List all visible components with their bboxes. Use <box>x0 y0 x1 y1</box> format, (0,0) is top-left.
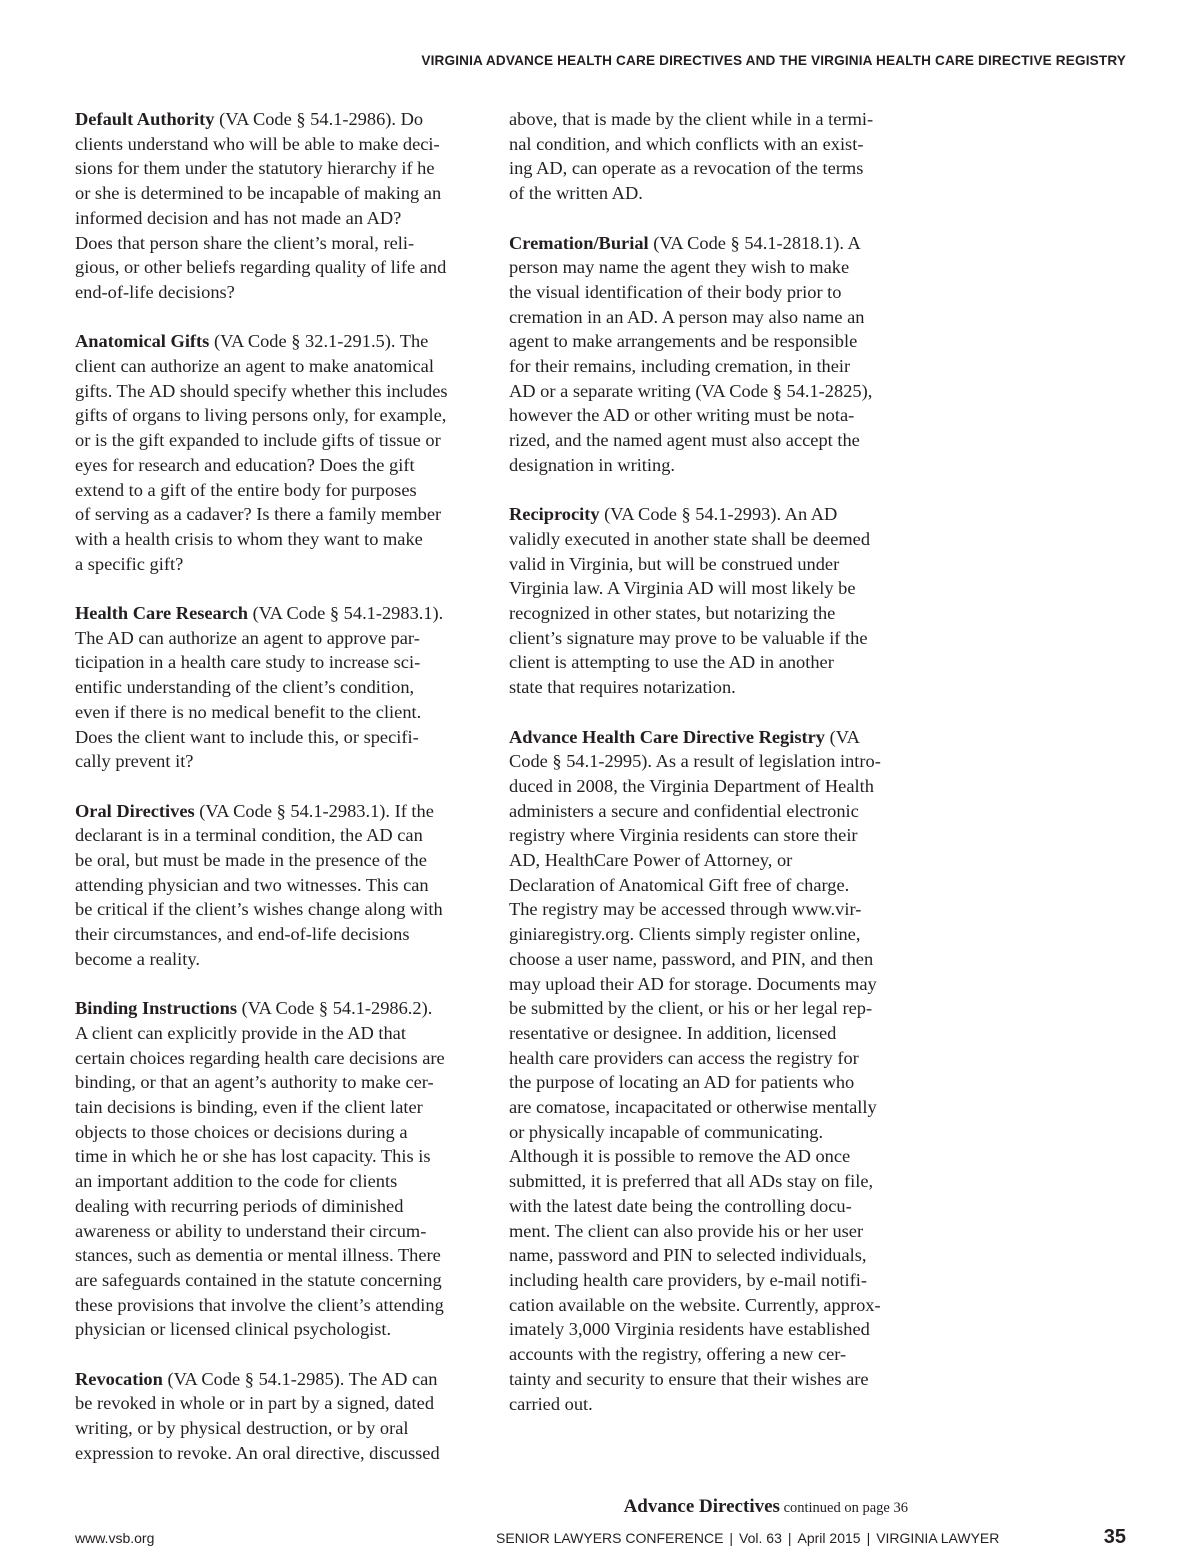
text-line: or is the gift expanded to include gifts of tissue or <box>75 430 441 451</box>
line-text: (VA <box>824 726 860 747</box>
section-term: Cremation/Burial <box>509 232 649 253</box>
section-term: Binding Instructions <box>75 998 237 1019</box>
section-term: Revocation <box>75 1368 163 1389</box>
text-line: physician or licensed clinical psychologist. <box>75 1319 392 1340</box>
text-line: informed decision and has not made an AD? <box>75 207 402 228</box>
text-line: ticipation in a health care study to increase sci- <box>75 652 421 673</box>
text-line: gifts of organs to living persons only, for example, <box>75 405 447 426</box>
text-line: ing AD, can operate as a revocation of the terms <box>509 158 864 179</box>
text-line: client’s signature may prove to be valuable if the <box>509 627 868 648</box>
text-line: tain decisions is binding, even if the client later <box>75 1097 423 1118</box>
footer-url: www.vsb.org <box>75 1530 155 1546</box>
right-column <box>509 107 914 1441</box>
text-line: be critical if the client’s wishes change along with <box>75 899 443 920</box>
text-line: submitted, it is preferred that all ADs stay on file, <box>509 1171 874 1192</box>
text-line: even if there is no medical benefit to the client. <box>75 701 422 722</box>
text-line: Does the client want to include this, or specifi- <box>75 726 419 747</box>
text-line: designation in writing. <box>509 454 676 475</box>
paragraph-revocation <box>75 1367 480 1466</box>
text-line <box>509 231 914 256</box>
paragraph-cremation-burial <box>509 231 914 478</box>
text-line: client can authorize an agent to make anatomical <box>75 356 434 377</box>
paragraph-revocation-continued <box>509 107 914 206</box>
text-line: writing, or by physical destruction, or by oral <box>75 1418 409 1439</box>
text-line <box>75 107 480 132</box>
text-line: AD, HealthCare Power of Attorney, or <box>509 850 793 871</box>
text-line: registry where Virginia residents can store their <box>509 825 858 846</box>
paragraph-anatomical-gifts <box>75 329 480 576</box>
text-line: validly executed in another state shall be deemed <box>509 528 871 549</box>
section-term: Anatomical Gifts <box>75 331 210 352</box>
paragraph-registry <box>509 725 914 1417</box>
text-line: are comatose, incapacitated or otherwise mentally <box>509 1097 877 1118</box>
text-line: the visual identification of their body prior to <box>509 281 842 302</box>
line-text: (VA Code § 54.1-2983.1). <box>247 603 444 624</box>
paragraph-reciprocity <box>509 502 914 700</box>
text-line: awareness or ability to understand their circum- <box>75 1220 427 1241</box>
text-line: become a reality. <box>75 948 200 969</box>
text-line: tainty and security to ensure that their wishes are <box>509 1368 869 1389</box>
section-term: Advance Health Care Directive Registry <box>509 726 825 747</box>
text-line: imately 3,000 Virginia residents have established <box>509 1319 870 1340</box>
text-line: recognized in other states, but notarizing the <box>509 603 836 624</box>
text-line <box>75 996 480 1021</box>
text-line: health care providers can access the registry for <box>509 1047 859 1068</box>
text-line: The AD can authorize an agent to approve par- <box>75 627 420 648</box>
text-line: Does that person share the client’s moral, reli- <box>75 232 415 253</box>
text-line: administers a secure and confidential electronic <box>509 800 859 821</box>
text-line: agent to make arrangements and be responsible <box>509 331 858 352</box>
text-line <box>75 601 480 626</box>
text-line: ment. The client can also provide his or her user <box>509 1220 864 1241</box>
text-line: with the latest date being the controlling docu- <box>509 1195 852 1216</box>
footer-section: SENIOR LAWYERS CONFERENCE <box>496 1530 724 1546</box>
text-line: or physically incapable of communicating. <box>509 1121 824 1142</box>
text-line: A client can explicitly provide in the AD that <box>75 1022 406 1043</box>
line-text: (VA Code § 54.1-2986.2). <box>237 998 433 1019</box>
line-text: (VA Code § 54.1-2985). The AD can <box>162 1368 438 1389</box>
text-line: however the AD or other writing must be nota- <box>509 405 855 426</box>
text-line: attending physician and two witnesses. This can <box>75 874 429 895</box>
text-line: gifts. The AD should specify whether this includes <box>75 380 448 401</box>
paragraph-oral-directives <box>75 799 480 972</box>
continued-label: Advance Directives <box>623 1496 780 1517</box>
text-line: certain choices regarding health care decisions are <box>75 1047 445 1068</box>
footer-separator: | <box>787 1530 792 1546</box>
line-text: (VA Code § 32.1-291.5). The <box>209 331 429 352</box>
line-text: (VA Code § 54.1-2986). Do <box>214 109 424 129</box>
text-line: binding, or that an agent’s authority to make cer- <box>75 1072 434 1093</box>
line-text: (VA Code § 54.1-2993). An AD <box>599 504 838 525</box>
text-line: Virginia law. A Virginia AD will most likely be <box>509 578 856 599</box>
text-line: be submitted by the client, or his or her legal rep- <box>509 998 873 1019</box>
text-line: end-of-life decisions? <box>75 281 235 302</box>
paragraph-default-authority <box>75 107 480 305</box>
text-line: valid in Virginia, but will be construed under <box>509 553 840 574</box>
text-line: resentative or designee. In addition, licensed <box>509 1022 837 1043</box>
text-line: client is attempting to use the AD in another <box>509 652 834 673</box>
text-line: sions for them under the statutory hierarchy if he <box>75 158 435 179</box>
line-text: (VA Code § 54.1-2983.1). If the <box>194 800 434 821</box>
text-line: rized, and the named agent must also accept the <box>509 430 860 451</box>
footer-date: April 2015 <box>797 1530 861 1546</box>
text-line: these provisions that involve the client’s attending <box>75 1294 444 1315</box>
text-line: duced in 2008, the Virginia Department of Health <box>509 775 874 796</box>
text-line: name, password and PIN to selected individuals, <box>509 1245 867 1266</box>
text-line <box>75 329 480 354</box>
text-line: of serving as a cadaver? Is there a family member <box>75 504 442 525</box>
text-line <box>75 799 480 824</box>
page-number: 35 <box>1103 1526 1126 1548</box>
text-line: Code § 54.1-2995). As a result of legislation intro- <box>509 751 881 772</box>
text-line: of the written AD. <box>509 183 643 204</box>
text-line: extend to a gift of the entire body for purposes <box>75 479 417 500</box>
footer-separator: | <box>729 1530 734 1546</box>
text-line: be revoked in whole or in part by a signed, dated <box>75 1393 435 1414</box>
text-line: including health care providers, by e-mail notifi- <box>509 1270 867 1290</box>
text-line: cremation in an AD. A person may also name an <box>509 306 865 327</box>
text-line: The registry may be accessed through www.vir- <box>509 899 862 920</box>
continued-text: continued on page 36 <box>779 1500 908 1516</box>
section-term: Oral Directives <box>75 800 195 821</box>
text-line: choose a user name, password, and PIN, and then <box>509 948 874 969</box>
text-line: their circumstances, and end-of-life decisions <box>75 924 410 945</box>
footer-publication-info <box>496 1530 999 1546</box>
text-line: Declaration of Anatomical Gift free of charge. <box>509 874 850 895</box>
text-line: nal condition, and which conflicts with an exist- <box>509 133 864 154</box>
text-line: entific understanding of the client’s condition, <box>75 677 415 698</box>
text-line: carried out. <box>509 1393 593 1414</box>
section-term: Reciprocity <box>509 504 600 525</box>
text-line: accounts with the registry, offering a new cer- <box>509 1344 847 1365</box>
line-text: (VA Code § 54.1-2818.1). A <box>648 232 861 253</box>
text-line: time in which he or she has lost capacity. This is <box>75 1146 431 1167</box>
section-term: Health Care Research <box>75 603 248 624</box>
footer-volume: Vol. 63 <box>739 1530 782 1546</box>
text-line: objects to those choices or decisions during a <box>75 1121 408 1142</box>
text-line: above, that is made by the client while in a termi- <box>509 109 874 129</box>
text-line: a specific gift? <box>75 553 184 574</box>
text-line: clients understand who will be able to make deci- <box>75 133 440 154</box>
footer-magazine: VIRGINIA LAWYER <box>876 1530 1000 1546</box>
paragraph-binding-instructions <box>75 996 480 1342</box>
text-line <box>75 1367 480 1392</box>
text-line: Although it is possible to remove the AD once <box>509 1146 851 1167</box>
text-line: person may name the agent they wish to make <box>509 257 850 278</box>
section-term: Default Authority <box>75 109 215 129</box>
text-line: gious, or other beliefs regarding quality of life and <box>75 257 447 278</box>
text-line: expression to revoke. An oral directive, discussed <box>75 1442 440 1463</box>
text-line <box>509 725 914 750</box>
text-line: state that requires notarization. <box>509 677 736 698</box>
text-line: dealing with recurring periods of diminished <box>75 1195 404 1216</box>
text-line <box>509 502 914 527</box>
paragraph-health-care-research <box>75 601 480 774</box>
text-line: the purpose of locating an AD for patients who <box>509 1072 855 1093</box>
text-line: or she is determined to be incapable of making an <box>75 183 442 204</box>
text-line: cation available on the website. Currently, approx- <box>509 1294 881 1315</box>
text-line: cally prevent it? <box>75 751 194 772</box>
left-column <box>75 107 480 1490</box>
continued-note <box>624 1496 908 1518</box>
text-line: be oral, but must be made in the presence of the <box>75 850 427 871</box>
text-line: an important addition to the code for clients <box>75 1171 398 1192</box>
text-line: eyes for research and education? Does the gift <box>75 454 415 475</box>
footer-separator: | <box>866 1530 871 1546</box>
text-line: declarant is in a terminal condition, the AD can <box>75 825 423 846</box>
text-line: stances, such as dementia or mental illness. There <box>75 1245 441 1266</box>
running-header: VIRGINIA ADVANCE HEALTH CARE DIRECTIVES AND THE VIRGINIA HEALTH CARE DIRECTIVE REGISTRY <box>421 53 1126 68</box>
text-line: with a health crisis to whom they want to make <box>75 528 423 549</box>
text-line: giniaregistry.org. Clients simply register online, <box>509 924 861 945</box>
text-line: AD or a separate writing (VA Code § 54.1-2825), <box>509 380 873 401</box>
text-line: for their remains, including cremation, in their <box>509 356 851 377</box>
text-line: are safeguards contained in the statute concerning <box>75 1269 442 1290</box>
text-line: may upload their AD for storage. Documents may <box>509 973 877 994</box>
